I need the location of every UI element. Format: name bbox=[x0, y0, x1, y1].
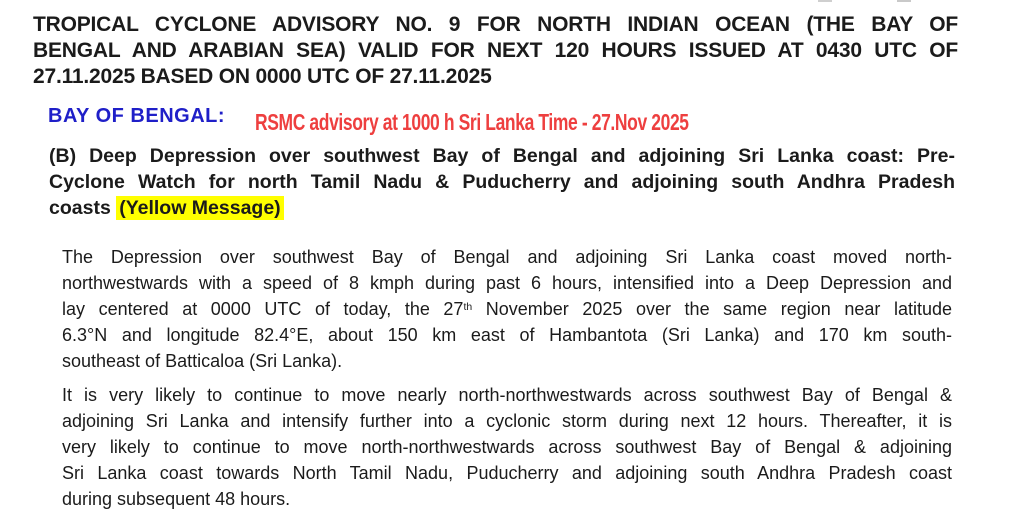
text-run: 27.11.2025 BASED ON 0000 UTC OF 27.11.2025 bbox=[33, 65, 492, 88]
text-run: southeast of Batticaloa (Sri Lanka). bbox=[62, 351, 343, 371]
text-run: BENGAL AND ARABIAN SEA) VALID FOR NEXT 120 HOURS ISSUED AT 0430 UTC OF bbox=[33, 39, 958, 62]
text-line bbox=[33, 64, 958, 90]
text-line bbox=[49, 195, 955, 221]
text-run: coasts bbox=[49, 197, 117, 219]
text-run: The Depression over southwest Bay of Bengal and adjoining Sri Lanka coast moved north- bbox=[62, 247, 952, 267]
text-line bbox=[62, 408, 952, 434]
highlight-run: (Yellow Message) bbox=[116, 196, 283, 220]
text-run: adjoining Sri Lanka and intensify further into a cyclonic storm during next 12 hours. Thereafter, it is bbox=[62, 411, 952, 431]
section-label-bay-of-bengal: BAY OF BENGAL: bbox=[48, 105, 226, 127]
text-line bbox=[62, 382, 952, 408]
text-line bbox=[62, 270, 952, 296]
text-line bbox=[33, 12, 958, 38]
text-line bbox=[62, 244, 952, 270]
paragraph-forecast bbox=[62, 382, 952, 512]
scan-artifact bbox=[897, 0, 911, 2]
text-run: Cyclone Watch for north Tamil Nadu & Puducherry and adjoining south Andhra Pradesh bbox=[49, 171, 955, 193]
text-run: lay centered at 0000 UTC of today, the 27 bbox=[62, 299, 464, 319]
text-run: very likely to continue to move north-northwestwards across southwest Bay of Bengal & adjoining bbox=[62, 437, 952, 457]
heading-b-deep-depression bbox=[49, 143, 955, 221]
text-line bbox=[33, 38, 958, 64]
advisory-title bbox=[33, 12, 958, 90]
text-run: TROPICAL CYCLONE ADVISORY NO. 9 FOR NORTH INDIAN OCEAN (THE BAY OF bbox=[33, 13, 958, 36]
rsmc-advisory-note: RSMC advisory at 1000 h Sri Lanka Time - 27.Nov 2025 bbox=[255, 109, 689, 135]
superscript-run: th bbox=[463, 302, 473, 313]
text-line bbox=[62, 348, 952, 374]
text-run: northwestwards with a speed of 8 kmph during past 6 hours, intensified into a Deep Depression and bbox=[62, 273, 952, 293]
paragraph-current-position bbox=[62, 244, 952, 374]
text-run: during subsequent 48 hours. bbox=[62, 489, 291, 509]
text-line bbox=[62, 434, 952, 460]
text-run: It is very likely to continue to move nearly north-northwestwards across southwest Bay of Bengal & bbox=[62, 385, 952, 405]
text-line bbox=[62, 296, 952, 322]
text-run: (B) Deep Depression over southwest Bay of Bengal and adjoining Sri Lanka coast: Pre- bbox=[49, 145, 955, 167]
text-run: 6.3°N and longitude 82.4°E, about 150 km east of Hambantota (Sri Lanka) and 170 km south- bbox=[62, 325, 952, 345]
text-line bbox=[49, 143, 955, 169]
text-line bbox=[62, 460, 952, 486]
text-line bbox=[62, 486, 952, 512]
text-line bbox=[49, 169, 955, 195]
text-line bbox=[62, 322, 952, 348]
text-run: November 2025 over the same region near latitude bbox=[472, 299, 952, 319]
scan-artifact bbox=[818, 0, 832, 2]
text-run: Sri Lanka coast towards North Tamil Nadu, Puducherry and adjoining south Andhra Pradesh coast bbox=[62, 463, 952, 483]
